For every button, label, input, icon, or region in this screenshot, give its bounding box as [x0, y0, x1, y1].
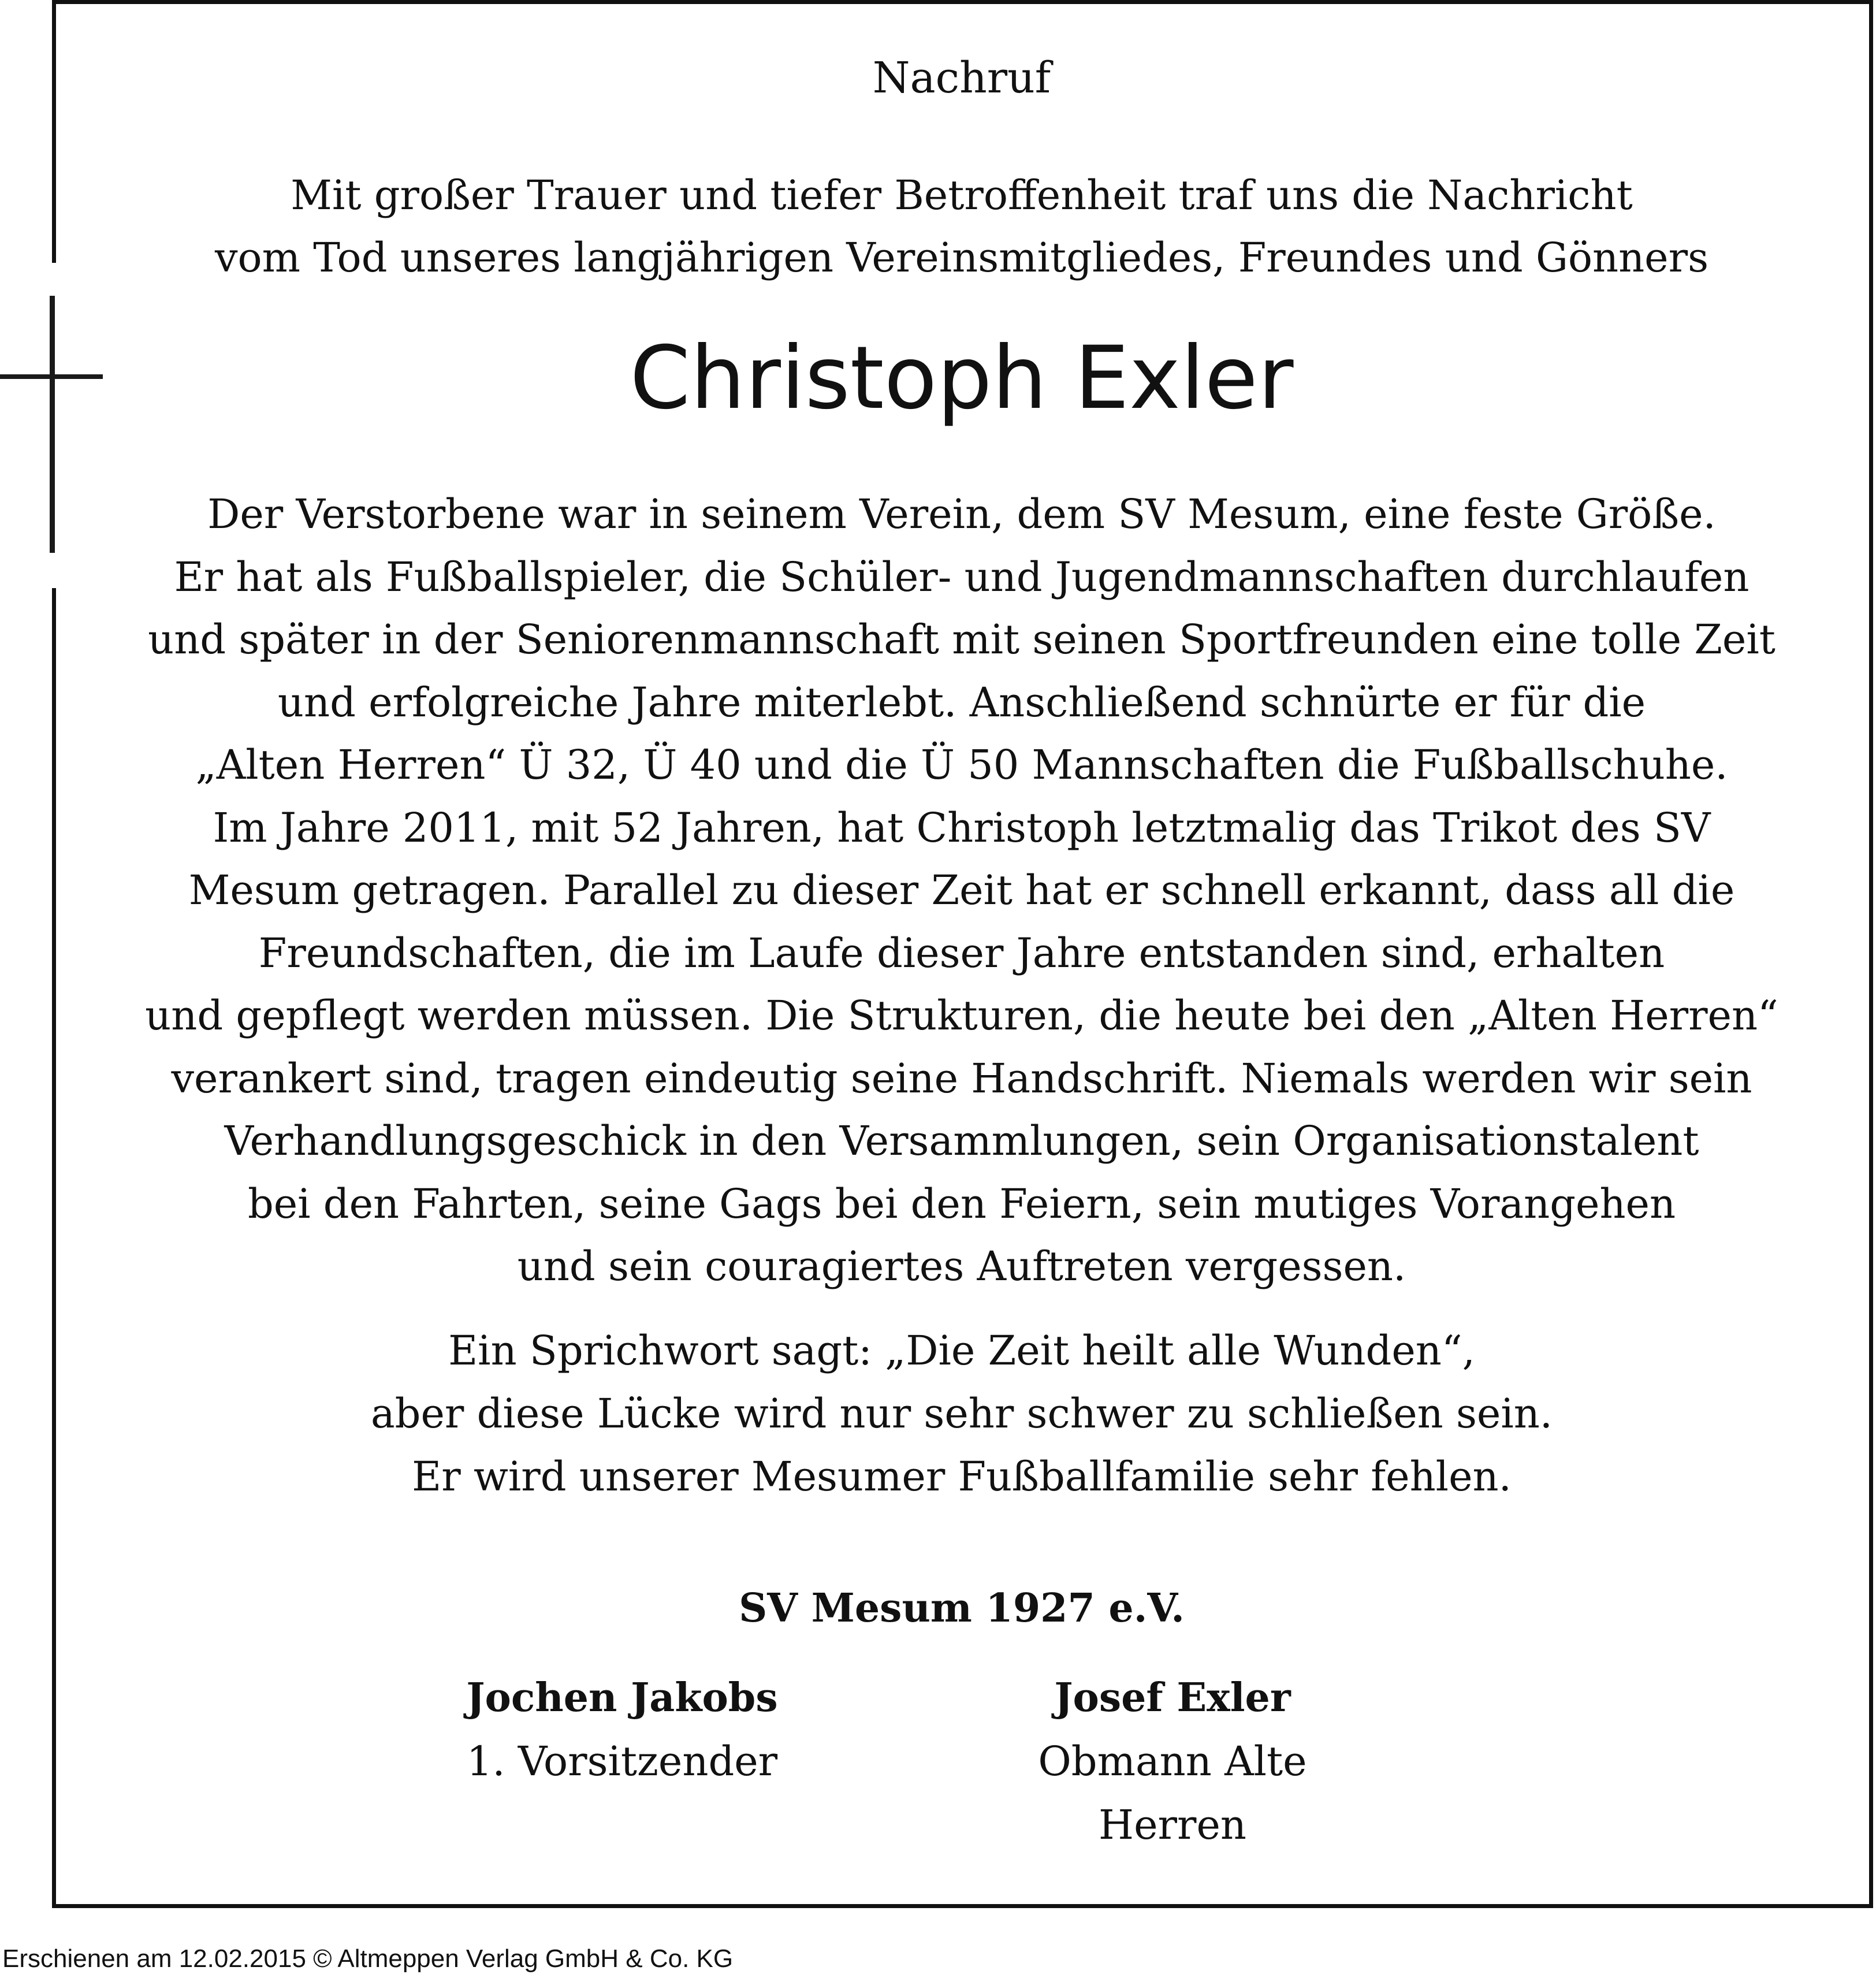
signatory-name: Jochen Jakobs [466, 1675, 778, 1721]
cross-vertical-bar [50, 296, 55, 553]
body-line: Im Jahre 2011, mit 52 Jahren, hat Christoph letztmalig das Trikot des SV [213, 804, 1711, 852]
publication-footer: Erschienen am 12.02.2015 © Altmeppen Verlag GmbH & Co. KG [2, 1944, 734, 1973]
proverb-paragraph [92, 1319, 1831, 1508]
body-line: und erfolgreiche Jahre miterlebt. Anschließend schnürte er für die [277, 678, 1646, 726]
body-line: verankert sind, tragen eindeutig seine Handschrift. Niemals werden wir sein [171, 1054, 1752, 1102]
signatory-chairman [414, 1666, 830, 1793]
frame-left-border-upper [52, 0, 56, 263]
body-line: Mesum getragen. Parallel zu dieser Zeit hat er schnell erkannt, dass all die [188, 867, 1735, 914]
intro-paragraph [92, 164, 1831, 289]
body-paragraph [92, 483, 1831, 1298]
proverb-line: Ein Sprichwort sagt: „Die Zeit heilt alle Wunden“, [448, 1327, 1475, 1374]
body-line: und gepflegt werden müssen. Die Strukturen, die heute bei den „Alten Herren“ [145, 992, 1778, 1039]
body-line: Verhandlungsgeschick in den Versammlungen, sein Organisationstalent [224, 1117, 1699, 1165]
club-name: SV Mesum 1927 e.V. [739, 1585, 1185, 1631]
body-line: Er hat als Fußballspieler, die Schüler- und Jugendmannschaften durchlaufen [174, 553, 1750, 601]
proverb-line: Er wird unserer Mesumer Fußballfamilie sehr fehlen. [412, 1453, 1512, 1500]
intro-line: vom Tod unseres langjährigen Vereinsmitgliedes, Freundes und Gönners [214, 234, 1708, 281]
signatory-role: 1. Vorsitzender [466, 1738, 778, 1785]
proverb-line: aber diese Lücke wird nur sehr schwer zu schließen sein. [370, 1390, 1553, 1437]
signatory-oldboys-head [965, 1666, 1380, 1857]
body-line: bei den Fahrten, seine Gags bei den Feiern, sein mutiges Vorangehen [247, 1180, 1676, 1228]
frame-top-border [53, 0, 1873, 4]
cross-horizontal-bar [0, 374, 103, 379]
body-line: und später in der Seniorenmannschaft mit seinen Sportfreunden eine tolle Zeit [148, 616, 1776, 663]
body-line: „Alten Herren“ Ü 32, Ü 40 und die Ü 50 Mannschaften die Fußballschuhe. [195, 741, 1728, 789]
frame-bottom-border [53, 1904, 1873, 1908]
intro-line: Mit großer Trauer und tiefer Betroffenheit traf uns die Nachricht [291, 172, 1633, 219]
obituary-heading: Nachruf [872, 53, 1051, 103]
body-line: Freundschaften, die im Laufe dieser Jahre entstanden sind, erhalten [258, 929, 1665, 977]
deceased-name: Christoph Exler [630, 328, 1294, 429]
body-line: Der Verstorbene war in seinem Verein, dem SV Mesum, eine feste Größe. [207, 490, 1716, 538]
frame-left-border-lower [52, 588, 56, 1908]
signatory-name: Josef Exler [1054, 1675, 1291, 1721]
signatory-role: Obmann Alte Herren [1038, 1738, 1307, 1849]
body-line: und sein couragiertes Auftreten vergessen. [517, 1243, 1406, 1290]
frame-right-border [1869, 0, 1873, 1908]
